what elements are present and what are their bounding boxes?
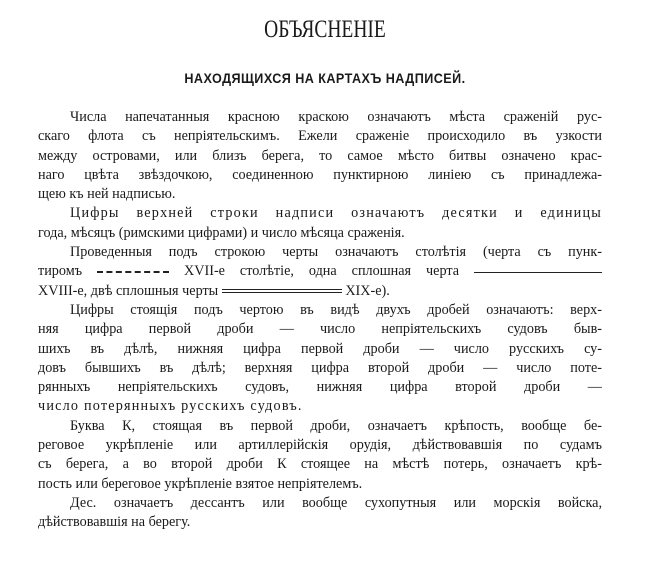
text-line — [38, 282, 602, 301]
text-line: между островами, или близъ берега, то самое мѣсто битвы означено крас- — [38, 147, 602, 164]
text-line: съ берега, а во второй дроби К стоящее на мѣстѣ потерь, означаетъ крѣ- — [38, 456, 602, 473]
text-line: пость или береговое укрѣпленіе взятое непріятелемъ. — [38, 475, 363, 492]
text-line — [38, 262, 602, 281]
text-line: дѣйствовавшія на берегу. — [38, 514, 191, 531]
text-line: Проведенныя подъ строкою черты означаютъ столѣтія (черта съ пунк- — [70, 244, 602, 261]
text-line: довъ бывшихъ въ дѣлѣ; верхняя цифра второй дроби — число поте- — [38, 359, 602, 376]
text-line: рянныхъ непріятельскихъ судовъ, нижняя цифра второй дроби — — [38, 379, 602, 396]
text-line: Числа напечатанныя красною краскою означаютъ мѣста сраженій рус- — [70, 109, 602, 125]
text-line: шихъ въ дѣлѣ, нижняя цифра первой дроби — число русскихъ су- — [38, 340, 602, 357]
page-title: ОБЪЯСНЕНІЕ — [264, 16, 386, 43]
double-line-sample — [222, 289, 342, 293]
text-line: няя цифра первой дроби — число непріятельскихъ судовъ быв- — [38, 321, 602, 338]
text-line: Буква К, стоящая въ первой дроби, означаетъ крѣпость, вообще бе- — [70, 417, 602, 434]
text-fragment: XVIII-е, двѣ сплошныя черты — [38, 282, 219, 299]
text-line: число потерянныхъ русскихъ судовъ. — [38, 398, 303, 415]
document-body — [38, 108, 602, 533]
text-line: наго цвѣта звѣздочкою, соединенною пунктирною линіею съ принадлежа- — [38, 166, 602, 183]
dash-dot-line-sample — [97, 271, 169, 273]
text-line: Цифры стоящія подъ чертою въ видѣ двухъ дробей означаютъ: верх- — [70, 301, 602, 318]
text-line: реговое укрѣпленіе или артиллерійскія орудія, дѣйствовавшія по судамъ — [38, 437, 602, 454]
text-line: Дес. означаетъ дессантъ или вообще сухопутныя или морскія войска, — [70, 494, 602, 511]
text-fragment: тиромъ — [38, 263, 83, 280]
text-line: щею къ ней надписью. — [38, 186, 176, 203]
solid-line-sample — [474, 272, 602, 273]
text-fragment: XIX-е). — [345, 282, 390, 299]
text-fragment: XVII-е столѣтіе, одна сплошная черта — [184, 263, 460, 280]
text-line: скаго флота съ непріятельскимъ. Ежели сраженіе происходило въ узкости — [38, 128, 602, 145]
text-line: года, мѣсяцъ (римскими цифрами) и число мѣсяца сраженія. — [38, 224, 405, 241]
text-line: Цифры верхней строки надписи означаютъ десятки и единицы — [70, 205, 602, 222]
page-subtitle: НАХОДЯЩИХСЯ НА КАРТАХЪ НАДПИСЕЙ. — [184, 70, 466, 86]
